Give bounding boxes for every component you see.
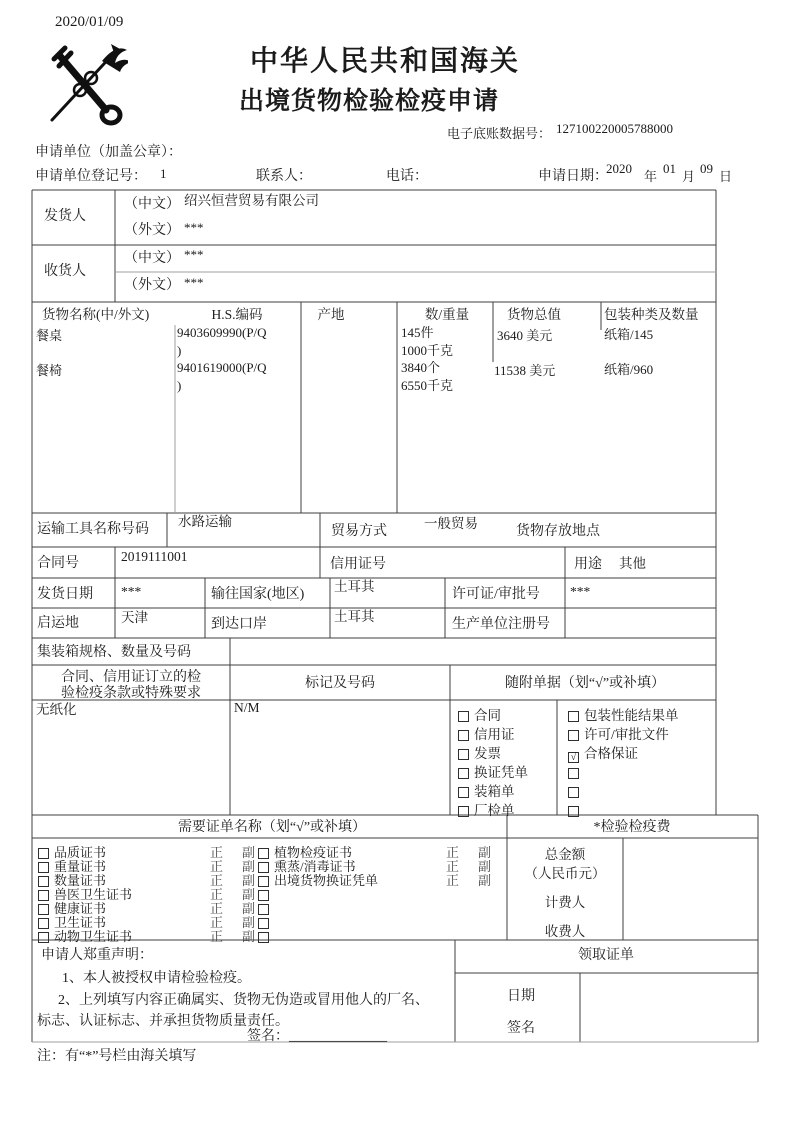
attached-docs-header: 随附单据（划“√”或补填） [504,676,666,691]
checkbox-blank[interactable] [258,932,269,943]
goods-header-package: 包装种类及数量 [604,307,699,322]
cert-original-label: 正 [446,859,460,874]
cert-original-label: 正 [210,929,224,944]
arrival-label: 到达口岸 [211,617,267,632]
checkbox-blank[interactable] [568,806,579,817]
checkbox-blank[interactable] [258,904,269,915]
marks-value: N/M [234,700,260,715]
dest-country-value: 土耳其 [334,579,375,594]
apply-date-label: 申请日期： [538,169,608,184]
applicant-reg-label: 申请单位登记号： [35,169,147,184]
checkbox-license-file[interactable] [568,730,579,741]
fees-total-currency-label: （人民币元） [524,866,606,881]
doc-item-license-file: 许可/审批文件 [568,727,669,743]
apply-date-year: 2020 [606,161,632,176]
cert-item-blank [258,930,274,945]
goods-row-qty1: 145件 [401,325,434,340]
departure-label: 启运地 [37,616,79,631]
applicant-unit-label: 申请单位（加盖公章）： [35,145,182,160]
storage-label: 货物存放地点 [516,524,600,539]
goods-header-qty: 数/重量 [424,307,470,322]
cert-copy-label: 副 [242,873,256,888]
goods-row-qty1: 3840个 [401,360,441,375]
cert-item-exit-voucher: 出境货物换证凭单 [258,874,378,889]
checkbox-veterinary-cert[interactable] [38,890,49,901]
cert-item-quality: 品质证书 [38,846,106,861]
year-char: 年 [644,169,658,184]
doc-item-factory-inspection: 厂检单 [458,803,515,819]
cert-item-veterinary: 兽医卫生证书 [38,888,132,903]
consignee-fn-label: （外文） [124,278,180,293]
contact-label: 联系人： [256,169,312,184]
marks-header: 标记及号码 [305,676,375,691]
declaration-sign-label: 签名：______________ [247,1029,387,1044]
pickup-date-label: 日期 [507,989,535,1004]
container-label: 集装箱规格、数量及号码 [37,645,191,660]
cert-copy-label: 副 [478,845,492,860]
cert-copy-label: 副 [242,929,256,944]
cert-original-label: 正 [210,859,224,874]
checkbox-blank[interactable] [568,768,579,779]
cert-item-blank [258,888,274,903]
consignor-fn-label: （外文） [124,223,180,238]
customs-emblem-icon [44,40,128,126]
doc-item-invoice: 发票 [458,746,501,762]
fees-total-label: 总金额 [544,847,586,862]
declaration-line3: 标志、认证标志、并承担货物质量责任。 [37,1014,289,1029]
contract-label: 合同号 [37,556,79,571]
goods-row-qty2: 6550千克 [401,378,454,393]
clause-header-line1: 合同、信用证订立的检 [61,670,201,685]
cert-copy-label: 副 [478,859,492,874]
clause-value: 无纸化 [36,702,77,717]
cert-copy-label: 副 [242,901,256,916]
cert-item-sanitary: 卫生证书 [38,916,106,931]
checkbox-invoice[interactable] [458,749,469,760]
consignor-label: 发货人 [44,209,86,224]
cert-item-quantity: 数量证书 [38,874,106,889]
fees-calculator-label: 计费人 [544,895,586,910]
goods-row-name: 餐椅 [36,363,63,378]
goods-row-total: 3640 美元 [497,328,553,343]
contract-value: 2019111001 [121,549,188,564]
goods-row-total: 11538 美元 [494,363,556,378]
cert-copy-label: 副 [242,887,256,902]
goods-row-hs: 9401619000(P/Q [177,360,267,375]
ship-date-value: *** [121,584,142,599]
vehicle-label: 运输工具名称号码 [37,522,149,537]
cert-item-blank [258,902,274,917]
cert-copy-label: 副 [478,873,492,888]
goods-row-package: 纸箱/145 [604,327,654,342]
goods-header-origin: 产地 [317,307,345,322]
goods-row-hs-wrap: ) [177,378,182,393]
checkbox-packing-list[interactable] [458,787,469,798]
consignor-cn-label: （中文） [124,197,180,212]
dest-country-label: 输往国家(地区) [211,587,305,602]
cert-item-animal-health: 动物卫生证书 [38,930,132,945]
checkbox-blank[interactable] [258,890,269,901]
checkbox-quantity-cert[interactable] [38,876,49,887]
checkbox-packaging-result[interactable] [568,711,579,722]
clause-header-line2: 验检疫条款或特殊要求 [61,686,201,701]
checkbox-exit-voucher[interactable] [258,876,269,887]
declaration-line1: 1、本人被授权申请检验检疫。 [62,971,251,986]
license-label: 许可证/审批号 [452,587,540,602]
license-value: *** [570,584,591,599]
cert-original-label: 正 [210,901,224,916]
goods-row-qty2: 1000千克 [401,343,454,358]
goods-row-package: 纸箱/960 [604,362,654,377]
goods-header-value: 货物总值 [507,307,561,322]
checkbox-plant-quarantine-cert[interactable] [258,848,269,859]
certificates-header: 需要证单名称（划“√”或补填） [177,820,367,835]
doc-item-packaging-result: 包装性能结果单 [568,708,679,724]
fees-header: *检验检疫费 [593,820,671,835]
arrival-value: 土耳其 [334,609,375,624]
checkbox-weight-cert[interactable] [38,862,49,873]
pickup-title: 领取证单 [578,948,634,963]
cert-item-health: 健康证书 [38,902,106,917]
consignor-fn-value: *** [184,220,204,235]
doc-item-blank [568,803,584,819]
doc-item-exchange-voucher: 换证凭单 [458,765,528,781]
cert-item-blank [258,916,274,931]
departure-value: 天津 [121,610,148,625]
doc-item-contract: 合同 [458,708,501,724]
producer-reg-label: 生产单位注册号 [452,617,550,632]
cert-item-fumigation: 熏蒸/消毒证书 [258,860,356,875]
doc-item-packing-list: 装箱单 [458,784,515,800]
apply-date-month: 01 [663,161,676,176]
month-char: 月 [682,169,696,184]
cert-original-label: 正 [210,845,224,860]
print-date: 2020/01/09 [55,14,124,30]
declaration-title: 申请人郑重声明： [41,948,153,963]
checkbox-exchange-voucher[interactable] [458,768,469,779]
fees-collector-label: 收费人 [544,924,586,939]
checkbox-contract[interactable] [458,711,469,722]
consignee-cn-value: *** [184,247,204,262]
checkbox-lc[interactable] [458,730,469,741]
goods-row-name: 餐桌 [36,328,63,343]
goods-header-name: 货物名称(中/外文) [42,307,150,322]
pickup-sign-label: 签名 [507,1021,535,1036]
consignee-label: 收货人 [44,264,86,279]
checkbox-animal-health-cert[interactable] [38,932,49,943]
consignor-cn-value: 绍兴恒营贸易有限公司 [184,193,319,208]
lc-label: 信用证号 [330,557,386,572]
checkbox-health-cert[interactable] [38,904,49,915]
goods-row-hs-wrap: ) [177,343,182,358]
eaccount-label: 电子底账数据号： [447,126,552,141]
consignee-cn-label: （中文） [124,251,180,266]
cert-original-label: 正 [210,887,224,902]
trade-mode-label: 贸易方式 [331,524,387,539]
doc-item-blank [568,784,584,800]
checkbox-factory-inspection[interactable] [458,806,469,817]
checkbox-fumigation-cert[interactable] [258,862,269,873]
checkbox-quality-cert[interactable] [38,848,49,859]
cert-item-plant-quarantine: 植物检疫证书 [258,846,352,861]
doc-item-blank [568,765,584,781]
eaccount-value: 127100220005788000 [556,121,673,136]
doc-item-lc: 信用证 [458,727,515,743]
cert-copy-label: 副 [242,859,256,874]
ship-date-label: 发货日期 [37,587,93,602]
phone-label: 电话： [386,169,428,184]
declaration-line2: 2、上列填写内容正确属实、货物无伪造或冒用他人的厂名、 [58,993,429,1008]
cert-copy-label: 副 [242,845,256,860]
usage-label: 用途 [574,557,602,572]
applicant-reg-value: 1 [160,166,167,181]
checkbox-quality-guarantee-checked[interactable]: √ [568,752,579,763]
doc-item-quality-guarantee: √ 合格保证 [568,746,638,763]
checkbox-blank[interactable] [258,918,269,929]
cert-copy-label: 副 [242,915,256,930]
cert-original-label: 正 [446,845,460,860]
vehicle-value: 水路运输 [178,514,232,529]
day-char: 日 [719,169,733,184]
cert-original-label: 正 [210,915,224,930]
checkbox-sanitary-cert[interactable] [38,918,49,929]
cert-item-weight: 重量证书 [38,860,106,875]
customs-footnote: 注：有“*”号栏由海关填写 [37,1049,197,1064]
usage-value: 其他 [619,556,646,571]
consignee-fn-value: *** [184,275,204,290]
goods-row-hs: 9403609990(P/Q [177,325,267,340]
checkbox-blank[interactable] [568,787,579,798]
form-title: 中华人民共和国海关 [249,46,521,77]
goods-header-hs: H.S.编码 [211,307,263,322]
cert-original-label: 正 [210,873,224,888]
trade-mode-value: 一般贸易 [424,516,478,531]
apply-date-day: 09 [700,161,713,176]
cert-original-label: 正 [446,873,460,888]
form-subtitle: 出境货物检验检疫申请 [238,88,500,115]
